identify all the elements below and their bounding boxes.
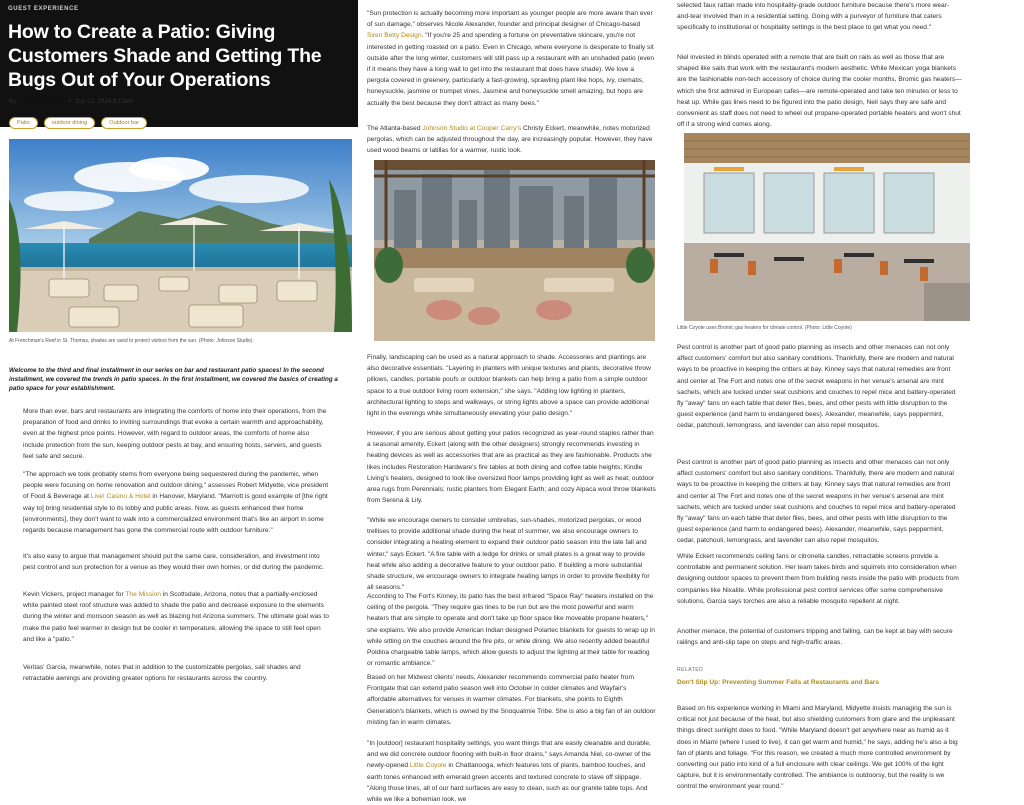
column-2: [358, 0, 671, 804]
tag-chip[interactable]: outdoor dining: [44, 117, 95, 129]
paragraph: Pest control is another part of good patio planning as insects and other menaces can not only affect customers' comfort but also sanitary conditions. Thankfully, there are modern and natural ways to be proactive in keeping the critters at bay. Kinney says that natural remedies are front and center at The Fort and notes one of the secret weapons in her venue's arsenal are mint sachets, which are tucked under seat cushions and couches to repel mice and battery-operated fly "away" fans on each table that deter flies, bees, and other pests with little disruption to the guest experience (and harm to endangered bees). Alexander, meanwhile, says peppermint, cedar, patchouli, lemongrass, and lavender can also repel mosquitos.: [677, 459, 956, 545]
paragraph-text: Christy Eckert, meanwhile, notes motorized pergolas, which can be adjusted throughout the day, are increasingly popular. However, they have used wood beams or latillas for a warmer, rustic look.: [367, 125, 653, 155]
paragraph: Based on his experience working in Miami and Maryland, Midyette insists managing the sun is critical not just because of the heat, but also shielding customers from glare and the unpleasant things direct sunlight does to food. "While Maryland doesn't get anywhere near as humid as it does in Miami (where I used to live), it can get warm and humid," he says, adding he's also a big fan of plants and foliage. "For this reason, we created a much more controlled environment by converting our patio into kind of a full enclosure with clear ceilings. We get 100% of the light capture, but it is environmentally controlled. The ambiance is outdoorsy, but the reality is we control the environment year round.": [677, 705, 958, 791]
byline-separator: •: [68, 98, 71, 105]
paragraph-text: The Atlanta-based: [367, 125, 423, 132]
tag-list: [9, 117, 147, 129]
hero-photo-caption: At Frenchman's Reef in St. Thomas, shades are used to protect visitors from the sun. (Photo: Johnson Studio): [9, 338, 253, 344]
series-intro: Welcome to the third and final installment in our series on bar and restaurant patio spaces! In the second installment, we covered the trends in patio spaces. In the first installment, we covered the basics of creating a patio space for your establishment.: [9, 367, 338, 392]
paragraph-text: in Chattanooga, which features lots of plants, bamboo touches, and earth tones enhanced with emerald green accents and textured concrete to stave off slippage. "Along those lines, all of our hard surfaces are easy to clean, such as our granite table tops. And while we like a bohemian look, we: [367, 762, 648, 804]
rooftop-photo: [374, 160, 655, 341]
paragraph-text: Kevin Vickers, project manager for: [23, 591, 126, 598]
paragraph-text: in Hanover, Maryland. "Marriott is good example of [the right way to] bring residential style to its lobby and public areas. Now, as guests enhanced their home [environments], they don't want to walk into a commercialized environment that's like an airport in some regards because management has gone the commercial route with outdoor furniture.": [23, 493, 328, 535]
hero-photo: [9, 139, 352, 332]
author-link[interactable]: Elyse Glickman: [17, 98, 64, 105]
paragraph: Niel invested in blinds operated with a remote that are built on rails as well as those that are shaped like sails that work with the restaurant's modern aesthetic. While Mexican yoga blankets are the fashionable non-tech accessory of choice during the cooler months, Bromic gas heaters—which she first admired in European cafes—are remote-operated and take ten minutes or less to heat up. While gas lines need to be figured into the patio design, Neil says they are safe and convenient as staff does not need to wheel out propane-operated portable heaters and won't shut off if a strong wind comes along.: [677, 54, 962, 129]
paragraph: Pest control is another part of good patio planning as insects and other menaces can not only affect customers' comfort but also sanitary conditions. Thankfully, there are modern and natural ways to be proactive in keeping the critters at bay. Kinney says that natural remedies are front and center at The Fort and notes one of the secret weapons in her venue's arsenal are mint sachets, which are tucked under seat cushions and couches to repel mice and battery-operated fly "away" fans on each table that deter flies, bees, and other pests with little disruption to the guest experience (and harm to endangered bees). Alexander, meanwhile, says peppermint, cedar, patchouli, lemongrass, and lavender can also repel mosquitos.: [677, 344, 956, 430]
publish-date: Jun 12, 2024 8:13am: [75, 98, 134, 105]
paragraph-text: . "If you're 25 and spending a fortune on preventative skincare, you're not interested in getting roasted on a patio. Even in Chicago, where everyone is desperate to finally sit outside after the long winter, customers will still pass up a restaurant with an unshaded patio (even if it means they have a long wait to get into the restaurant that does have shade). We love a pergola covered in greenery, particularly a fast-growing, sprawling plant like hops, ivy, clematis, honeysuckle, jasmine or trumpet vines. Jasmine and honeysuckle smell amazing, but hops are actually the best because they don't attract as many bees.": [367, 32, 654, 107]
paragraph: Veritas' Garcia, meanwhile, notes that in addition to the customizable pergolas, sail shades and retractable awnings are providing greater options for restaurants across the country.: [23, 664, 301, 683]
paragraph: It's also easy to argue that management should put the same care, consideration, and investment into pest control and sun protection for a venue as they would their own homes, or did during the pandemic.: [23, 553, 324, 572]
paragraph: selected faux rattan made into hospitality-grade outdoor furniture because there's more wear-and-tear involved than in a residential setting. Going with a purveyor of furniture that caters specifically to institutional or hospitality settings is the best place to get what you need.": [677, 2, 950, 32]
byline-prefix: By: [9, 98, 18, 105]
related-article-link[interactable]: Don't Slip Up: Preventing Summer Falls at Restaurants and Bars: [677, 679, 879, 686]
paragraph: While Eckert recommends ceiling fans or citronella candles, retractable screens provide a controllable and permanent solution. Her team takes birds and squirrels into consideration when designing outdoor spaces to prevent them from building nests inside the patio with products from companies like Nixalite. While professional pest control services offer some comprehensive solutions, Garcia says torches are also a reliable mosquito repellent at night.: [677, 553, 959, 605]
coyote-photo: [684, 133, 970, 321]
paragraph: [23, 469, 331, 536]
venue-link[interactable]: The Mission: [125, 591, 161, 598]
column-3: [671, 0, 1024, 796]
paragraph: "While we encourage owners to consider umbrellas, sun-shades, motorized pergolas, or wood trellises to provide additional shade during the heat of summer, we also encourage owners to consider integrating a heating element to expand their outdoor patio season into the late fall and winter," says Eckert. "A fire table with a ledge for drinks or small plates is a great way to provide heat while also adding a decorative feature to your outdoor patio. If building a more substantial shade structure, we encourage owners to integrate heating lamps in order to provide flexibility for all seasons.": [367, 517, 650, 592]
related-label: RELATED: [677, 667, 704, 673]
paragraph-text: in Scottsdale, Arizona, notes that a partially-enclosed white painted steel roof structure was added to shade the patio and decrease exposure to the elements during the winter and monsoon season as well as blazing hot Arizona summers. The ultimate goal was to make the patio feel warmer in design but be cooler in temperature, allowing the space to still feel open and like a "patio.": [23, 591, 329, 643]
paragraph-text: "Sun protection is actually becoming more important as younger people are more aware than ever of sun damage," observes Nicole Alexander, founder and principal designer of Chicago-based: [367, 10, 653, 29]
tag-chip[interactable]: Outdoor bar: [101, 117, 147, 129]
paragraph-text: "In [outdoor] restaurant hospitality settings, you want things that are easily cleanable and durable, and we did concrete outdoor flooring with built-in floor drains," says Amanda Niel, co-owner of the newly-opened: [367, 740, 651, 770]
paragraph: [367, 123, 657, 157]
paragraph: [23, 589, 331, 645]
designer-link[interactable]: Siren Betty Design: [367, 32, 422, 40]
article-title: How to Create a Patio: Giving Customers Shade and Getting The Bugs Out of Your Operations: [8, 21, 322, 91]
coyote-photo-caption: Little Coyote uses Bromic gas heaters for climate control. (Photo: Little Coyote): [677, 325, 852, 331]
paragraph: [367, 8, 657, 109]
restaurant-link[interactable]: Little Coyote: [409, 762, 447, 770]
paragraph: However, if you are serious about getting your patios recognized as year-round staples rather than a seasonal amenity, Eckert (along with the other designers) strongly recommends investing in heating devices as well as accessories that are as practical as they are fashionable. Products she likes includes Restoration Hardware's fire tables at both dining and coffee table heights; Kindle Living's heaters, designed to look like oversized floor lamps providing light as well as heat; outdoor area rugs from Perennials; rustic planters from Elegant Earth; and cozy Alpaca wool throw blankets from Serena & Lily.: [367, 430, 656, 505]
article-header: [0, 0, 358, 127]
rooftop-patio-image: [374, 160, 655, 341]
paragraph: Another menace, the potential of customers tripping and falling, can be kept at bay with secure railings and anti-slip tape on steps and high-traffic areas.: [677, 628, 953, 647]
restaurant-interior-image: [684, 133, 970, 321]
paragraph: According to The Fort's Kinney, its patio has the best infrared "Space Ray" heaters installed on the ceiling of the pergola. "They require gas lines to be run but are the most powerful and warm heaters that are simple to operate and don't take up floor space like moveable propane heaters," she explains. We also provide American Indian designed Polartec blankets for guests to wrap up in while sitting on the couches around the fire pits, or while dining. We also recently added beautiful Poldina chargeable table lamps, which allow guests to adjust the lighting at their table for reading or romantic ambiance.": [367, 593, 655, 668]
paragraph: [367, 738, 657, 805]
patio-sea-view-image: [9, 139, 352, 332]
paragraph-text: "The approach we took probably stems from everyone being sequestered during the pandemic, when people were focusing on home renovation and outdoor dining," assesses Robert Midyette, vice president of Food & Beverage at: [23, 471, 329, 501]
studio-link[interactable]: Johnson Studio at Cooper Carry's: [422, 125, 522, 132]
section-kicker[interactable]: GUEST EXPERIENCE: [8, 6, 79, 12]
paragraph: Finally, landscaping can be used as a natural approach to shade. Accessories and plantings are also decorative essentials. "Layering in planters with unique textures and plants, decorative throw pillows, candles, portable poufs or outdoor blankets can help bring a patio from a simple outdoor space to a true outdoor living room extension," she says. "Adding low lighting in planters, architectural lighting to steps and walkways, or string lights above a space can provide additional light in the evenings while simultaneously elevating your patio design.": [367, 354, 651, 418]
paragraph: More than ever, bars and restaurants are integrating the comforts of home into their operations, from the preparation of food and drinks to inviting surroundings that evoke a certain warmth and approachability, even at the highest price points. However, with regard to outdoor areas, the comforts of home also include protection from the sun, keeping outdoor pests at bay, and ensuring hosts, servers, and guests feel safe and secure.: [23, 408, 327, 460]
tag-chip[interactable]: Patio: [9, 117, 38, 129]
column-1: [0, 0, 358, 796]
venue-link[interactable]: Live! Casino & Hotel: [90, 493, 151, 501]
paragraph: Based on her Midwest clients' needs, Alexander recommends commercial patio heater from Frontgate that can extend patio season well into October in colder climates and Wayfair's affordable alternatives for venues in warmer climates. For blankets, she points to Eighth Generation's blankets, which is owned by the Snoqualmie Tribe. She is also a big fan of an outdoor misting fan in warm climates.: [367, 674, 656, 726]
byline: [9, 98, 133, 105]
